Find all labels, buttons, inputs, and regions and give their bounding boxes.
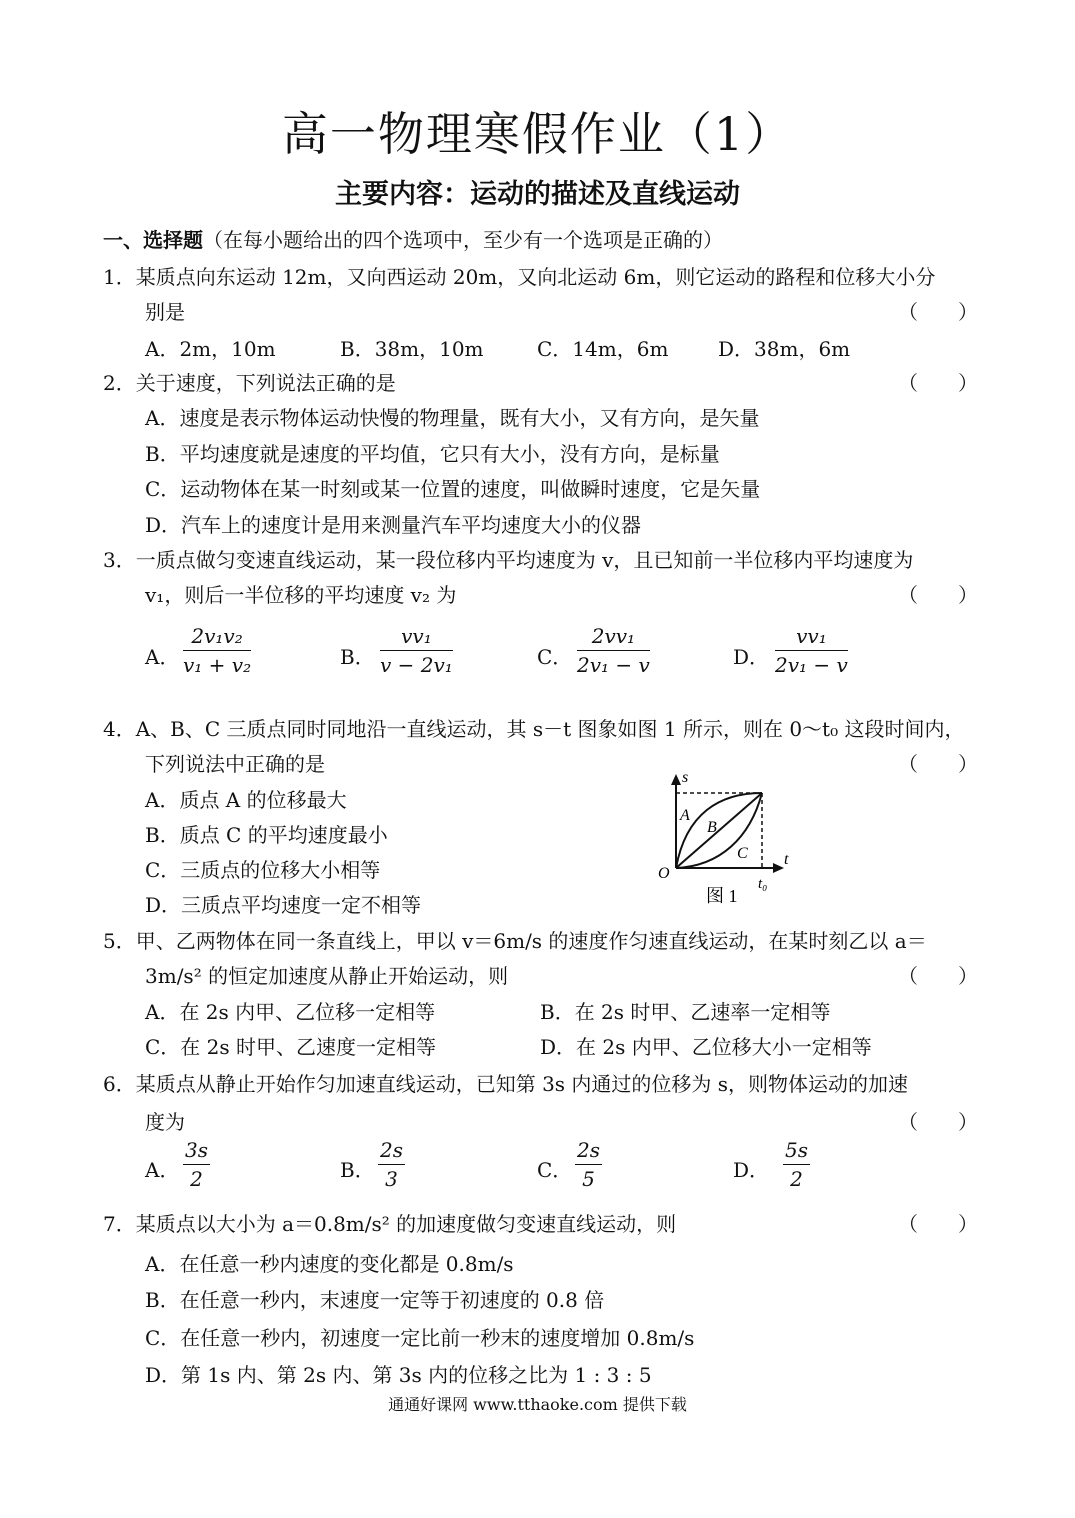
page-subtitle: 主要内容：运动的描述及直线运动: [335, 179, 740, 210]
origin-label: O: [658, 865, 670, 882]
q3-stem-line2: v₁，则后一半位移的平均速度 v₂ 为: [145, 583, 457, 607]
q4-option-c: C．三质点的位移大小相等: [145, 858, 381, 882]
q2-option-b: B．平均速度就是速度的平均值，它只有大小，没有方向，是标量: [145, 442, 720, 466]
figure-caption: 图 1: [706, 886, 738, 906]
q3-option-c-label: C．: [537, 645, 573, 669]
q6-option-d-label: D．: [733, 1158, 770, 1182]
section-label: 一、选择题: [103, 228, 203, 252]
q3-c-numerator: 2vv₁: [577, 624, 650, 651]
page-footer: 通通好课网 www.tthaoke.com 提供下载: [388, 1395, 687, 1414]
q3-b-numerator: vv₁: [380, 624, 453, 651]
q6-option-a-label: A．: [145, 1158, 180, 1182]
q2-option-a: A．速度是表示物体运动快慢的物理量，既有大小，又有方向，是矢量: [145, 406, 760, 430]
q4-stem-line2: 下列说法中正确的是: [145, 752, 325, 776]
q3-stem-line1: 3．一质点做匀变速直线运动，某一段位移内平均速度为 v，且已知前一半位移内平均速度为: [103, 548, 914, 572]
q3-option-a-label: A．: [145, 645, 180, 669]
q6-option-a-fraction: [183, 1138, 210, 1191]
q3-a-numerator: 2v₁v₂: [183, 624, 251, 651]
line-b-label: B: [707, 819, 717, 836]
q3-d-numerator: vv₁: [775, 624, 848, 651]
q6-option-b-label: B．: [340, 1158, 375, 1182]
q5-stem-line2: 3m/s² 的恒定加速度从静止开始运动，则: [145, 964, 509, 988]
q5-answer-blank: （ ）: [898, 964, 978, 988]
q6-d-numerator: 5s: [783, 1138, 810, 1165]
t-axis-arrow-icon: [773, 863, 784, 873]
q6-c-numerator: 2s: [575, 1138, 602, 1165]
q6-option-b-fraction: [378, 1138, 405, 1191]
q6-c-denominator: 5: [582, 1167, 595, 1191]
q1-option-c: C．14m，6m: [537, 337, 669, 361]
q7-option-b: B．在任意一秒内，末速度一定等于初速度的 0.8 倍: [145, 1288, 605, 1312]
curve-a-label: A: [680, 807, 690, 824]
q3-option-d-label: D．: [733, 645, 770, 669]
q3-option-d-fraction: [775, 624, 848, 677]
q1-option-a: A．2m，10m: [145, 337, 276, 361]
q3-d-denominator: 2v₁ − v: [775, 653, 848, 677]
q6-b-denominator: 3: [385, 1167, 398, 1191]
q6-stem-line2: 度为: [145, 1110, 185, 1134]
page-title: 高一物理寒假作业（1）: [281, 107, 794, 161]
q2-answer-blank: （ ）: [898, 371, 978, 395]
q1-stem-line2: 别是: [145, 300, 185, 324]
q3-a-denominator: v₁ + v₂: [183, 653, 252, 677]
q3-b-denominator: v − 2v₁: [380, 653, 453, 677]
q3-c-denominator: 2v₁ − v: [577, 653, 650, 677]
q3-answer-blank: （ ）: [898, 583, 978, 607]
q7-answer-blank: （ ）: [898, 1212, 978, 1236]
q3-option-b-label: B．: [340, 645, 375, 669]
q7-option-c: C．在任意一秒内，初速度一定比前一秒末的速度增加 0.8m/s: [145, 1326, 695, 1350]
q6-stem-line1: 6．某质点从静止开始作匀加速直线运动，已知第 3s 内通过的位移为 s，则物体运动的加速: [103, 1072, 909, 1096]
q7-stem: 7．某质点以大小为 a＝0.8m/s² 的加速度做匀变速直线运动，则: [103, 1212, 677, 1236]
q1-answer-blank: （ ）: [898, 300, 978, 324]
q6-d-denominator: 2: [790, 1167, 803, 1191]
q7-option-a: A．在任意一秒内速度的变化都是 0.8m/s: [145, 1252, 514, 1276]
q1-stem-line1: 1．某质点向东运动 12m，又向西运动 20m，又向北运动 6m，则它运动的路程和位移大小分: [103, 265, 936, 289]
q6-option-c-label: C．: [537, 1158, 573, 1182]
q6-option-c-fraction: [575, 1138, 602, 1191]
q3-option-b-fraction: [380, 624, 453, 677]
q4-option-b: B．质点 C 的平均速度最小: [145, 823, 388, 847]
q6-answer-blank: （ ）: [898, 1110, 978, 1134]
q4-stem-line1: 4．A、B、C 三质点同时同地沿一直线运动，其 s－t 图象如图 1 所示，则在 0～t₀ 这段时间内，: [103, 717, 965, 741]
q6-b-numerator: 2s: [378, 1138, 405, 1165]
section-note: （在每小题给出的四个选项中，至少有一个选项是正确的）: [203, 228, 723, 252]
q5-option-c: C．在 2s 时甲、乙速度一定相等: [145, 1035, 437, 1059]
q6-a-denominator: 2: [190, 1167, 203, 1191]
section-heading: [103, 224, 723, 253]
q5-stem-line1: 5．甲、乙两物体在同一条直线上，甲以 v＝6m/s 的速度作匀速直线运动，在某时刻乙以 a＝: [103, 929, 927, 953]
q2-option-c: C．运动物体在某一时刻或某一位置的速度，叫做瞬时速度，它是矢量: [145, 477, 761, 501]
q1-option-b: B．38m，10m: [340, 337, 484, 361]
q3-option-c-fraction: [577, 624, 650, 677]
q4-option-a: A．质点 A 的位移最大: [145, 788, 347, 812]
t-axis-label: t: [784, 851, 789, 868]
q4-answer-blank: （ ）: [898, 752, 978, 776]
q5-option-b: B．在 2s 时甲、乙速率一定相等: [540, 1000, 831, 1024]
q2-stem: 2．关于速度，下列说法正确的是: [103, 371, 396, 395]
s-axis-arrow-icon: [671, 774, 681, 785]
q4-option-d: D．三质点平均速度一定不相等: [145, 893, 422, 917]
q3-option-a-fraction: [183, 624, 251, 677]
q5-option-a: A．在 2s 内甲、乙位移一定相等: [145, 1000, 436, 1024]
figure-1-st-graph: [650, 768, 800, 908]
q6-a-numerator: 3s: [183, 1138, 210, 1165]
q1-option-d: D．38m，6m: [718, 337, 851, 361]
t0-label: t₀: [758, 876, 768, 892]
q6-option-d-fraction: [783, 1138, 810, 1191]
q2-option-d: D．汽车上的速度计是用来测量汽车平均速度大小的仪器: [145, 513, 642, 537]
curve-c-label: C: [737, 845, 748, 862]
q7-option-d: D．第 1s 内、第 2s 内、第 3s 内的位移之比为 1 : 3 : 5: [145, 1363, 652, 1387]
s-axis-label: s: [682, 769, 689, 786]
q5-option-d: D．在 2s 内甲、乙位移大小一定相等: [540, 1035, 872, 1059]
